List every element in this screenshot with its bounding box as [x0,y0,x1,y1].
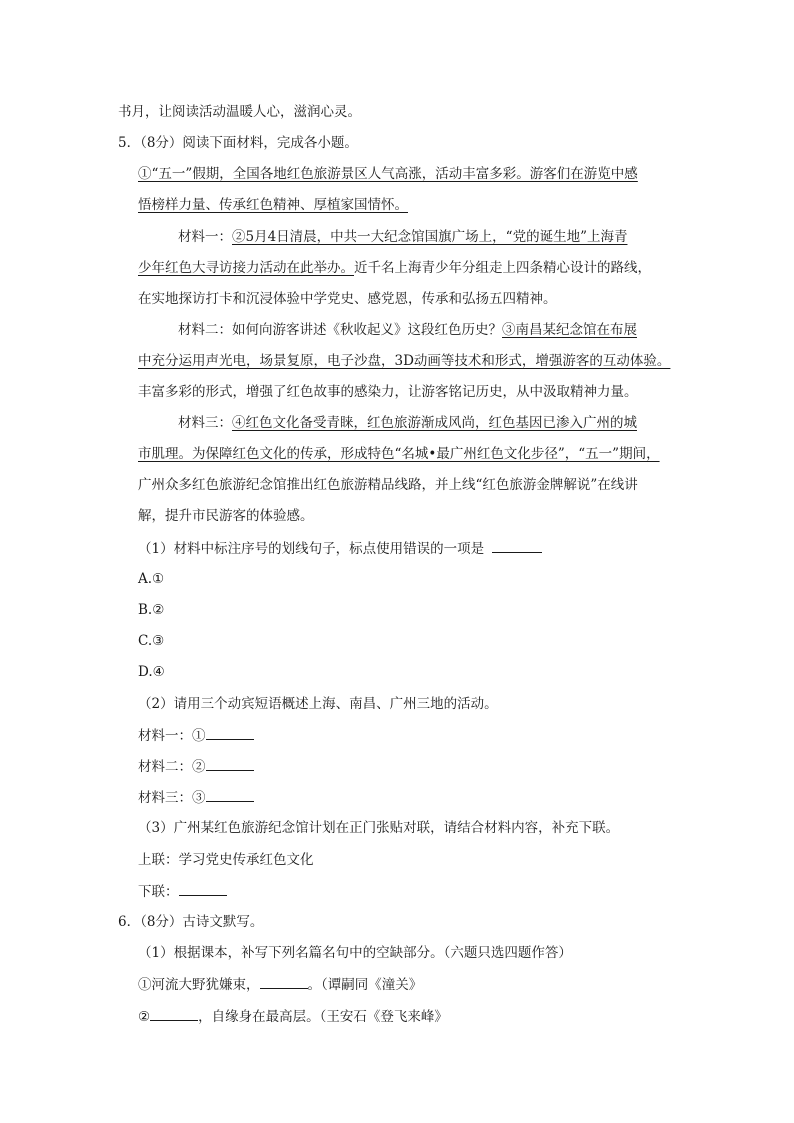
poem-number: ② [138,1009,151,1025]
poem-source: 。（谭嗣同《潼关》 [307,977,423,993]
underlined-sentence-1: ①“五一”假期，全国各地红色旅游景区人气高涨，活动丰富多彩。游客们在游览中感 [138,166,638,182]
answer-line-2 [138,756,254,777]
answer-blank[interactable] [206,756,254,771]
answer-blank[interactable] [206,725,254,740]
material-3-line: 解，提升市民游客的体验感。 [138,508,314,524]
sub-question-3: （3）广州某红色旅游纪念馆计划在正门张贴对联，请结合材料内容，补充下联。 [138,820,620,836]
sub-question-2: （2）请用三个动宾短语概述上海、南昌、广州三地的活动。 [138,696,498,712]
text-line: 书月，让阅读活动温暖人心，滋润心灵。 [118,104,361,120]
poem-text: ，自缘身在最高层。（王安石《登飞来峰》 [198,1009,448,1025]
text-span: 近千名上海青少年分组走上四条精心设计的路线， [354,260,651,276]
answer-blank[interactable] [206,787,254,802]
underlined-sentence-1-cont: 悟榜样力量、传承红色精神、厚植家国情怀。 [138,197,408,213]
answer-label-2: 材料二：② [138,759,206,775]
answer-blank[interactable] [492,538,542,553]
material-3-line [138,444,660,464]
answer-label-1: 材料一：① [138,728,206,744]
material-intro-line [138,164,638,184]
question-6-header: 6．（8分）古诗文默写。 [118,914,264,930]
answer-line-1 [138,725,254,746]
material-3-label: 材料三： [178,415,232,431]
option-b[interactable]: B.② [138,602,165,618]
option-d[interactable]: D.④ [138,664,165,680]
option-a[interactable]: A.① [138,571,165,587]
material-3-line [178,413,637,433]
couplet-upper: 上联：学习党史传承红色文化 [138,852,314,868]
material-2-line [178,320,637,340]
material-1-line [138,258,651,278]
underlined-sentence-2-cont: 少年红色大寻访接力活动在此举办。 [138,260,354,276]
answer-blank[interactable] [179,881,227,896]
option-c[interactable]: C.③ [138,633,165,649]
material-1-line [178,227,627,247]
underlined-sentence-3-cont: 中充分运用声光电，场景复原，电子沙盘，3D动画等技术和形式，增强游客的互动体验。 [138,353,671,369]
answer-blank[interactable] [260,974,308,989]
material-2-line [138,351,670,371]
material-1-label: 材料一： [178,229,232,245]
answer-line-3 [138,787,254,808]
sub-question-1 [138,538,542,559]
material-intro-line [138,195,408,215]
underlined-sentence-2: ②5月4日清晨，中共一大纪念馆国旗广场上，“党的诞生地”上海青 [232,229,628,245]
material-2-line: 丰富多彩的形式，增强了红色故事的感染力，让游客铭记历史，从中汲取精神力量。 [138,384,638,400]
material-3-line: 广州众多红色旅游纪念馆推出红色旅游精品线路，并上线“红色旅游金牌解说”在线讲 [138,477,638,493]
sub-question-1-text: （1）材料中标注序号的划线句子，标点使用错误的一项是 [138,541,485,557]
underlined-sentence-4-cont: 市肌理。为保障红色文化的传承，形成特色“名城•最广州红色文化步径”，“五一”期间， [138,446,660,462]
answer-label-3: 材料三：③ [138,790,206,806]
underlined-sentence-3: ③南昌某纪念馆在布展 [502,322,637,338]
answer-blank[interactable] [150,1006,198,1021]
question-5-header: 5．（8分）阅读下面材料，完成各小题。 [118,135,358,151]
material-2-text: 材料二：如何向游客讲述《秋收起义》这段红色历史？ [178,322,502,338]
couplet-lower-label: 下联： [138,884,179,900]
material-1-line: 在实地探访打卡和沉浸体验中学党史、感党恩，传承和弘扬五四精神。 [138,291,557,307]
poem-line-2 [138,1006,448,1027]
couplet-lower [138,881,227,902]
poem-line-1 [138,974,422,995]
poem-text: ①河流大野犹嫌束， [138,977,260,993]
underlined-sentence-4: ④红色文化备受青睐，红色旅游渐成风尚，红色基因已渗入广州的城 [232,415,637,431]
question-6-sub-1: （1）根据课本，补写下列名篇名句中的空缺部分。（六题只选四题作答） [138,945,572,961]
